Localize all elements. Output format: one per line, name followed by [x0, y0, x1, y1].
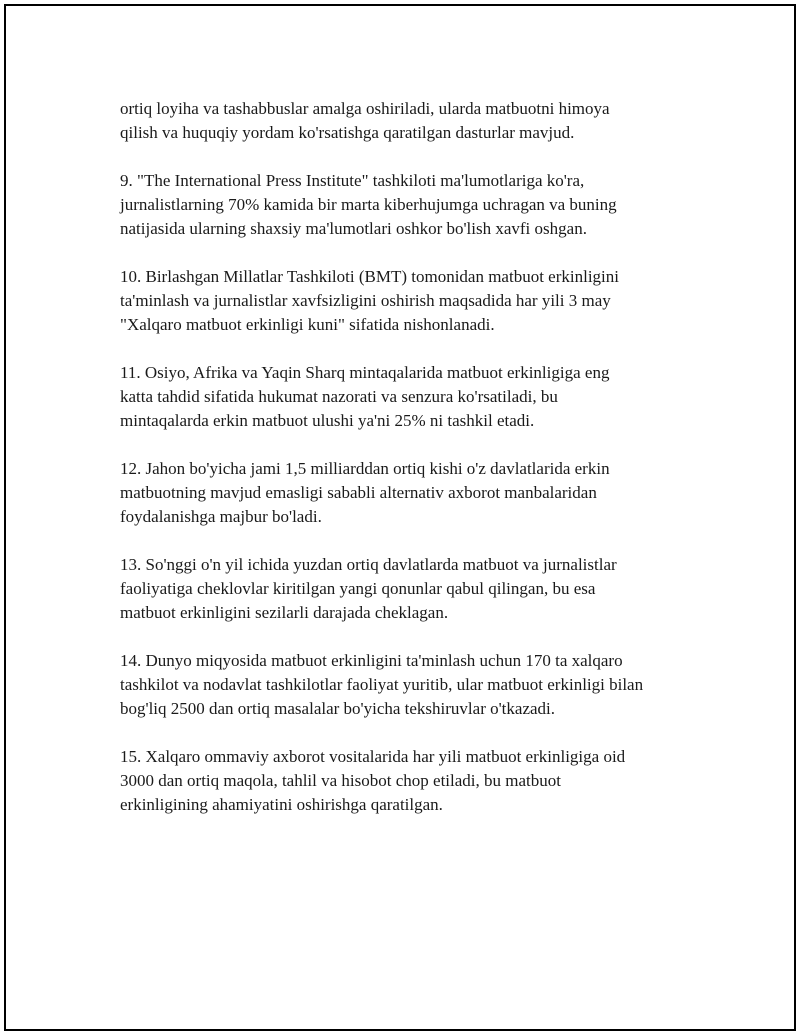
paragraph-item-14: 14. Dunyo miqyosida matbuot erkinligini ta'minlash uchun 170 ta xalqaro tashkilot va nodavlat tashkilotlar faoliyat yuritib, ular matbuot erkinligi bilan bog'liq 2500 dan ortiq masalalar bo'yicha tekshiruvlar o'tkazadi. — [120, 651, 644, 718]
paragraph-item-12: 12. Jahon bo'yicha jami 1,5 milliarddan ortiq kishi o'z davlatlarida erkin matbuotning mavjud emasligi sababli alternativ axborot manbalaridan foydalanishga majbur bo'ladi. — [120, 459, 610, 526]
document-body — [120, 97, 710, 841]
paragraph-item-10: 10. Birlashgan Millatlar Tashkiloti (BMT) tomonidan matbuot erkinligini ta'minlash va jurnalistlar xavfsizligini oshirish maqsadida har yili 3 may "Xalqaro matbuot erkinligi kuni" sifatida nishonlanadi. — [120, 267, 619, 334]
page-frame — [4, 4, 796, 1031]
paragraph-item-13: 13. So'nggi o'n yil ichida yuzdan ortiq davlatlarda matbuot va jurnalistlar faoliyatiga cheklovlar kiritilgan yangi qonunlar qabul qilingan, bu esa matbuot erkinligini sezilarli darajada cheklagan. — [120, 555, 617, 622]
paragraph-item-9: 9. "The International Press Institute" tashkiloti ma'lumotlariga ko'ra, jurnalistlarning 70% kamida bir marta kiberhujumga uchragan va buning natijasida ularning shaxsiy ma'lumotlari oshkor bo'lish xavfi oshgan. — [120, 171, 617, 238]
paragraph-continuation: ortiq loyiha va tashabbuslar amalga oshiriladi, ularda matbuotni himoya qilish va huquqiy yordam ko'rsatishga qaratilgan dasturlar mavjud. — [120, 99, 610, 142]
paragraph-item-15: 15. Xalqaro ommaviy axborot vositalarida har yili matbuot erkinligiga oid 3000 dan ortiq maqola, tahlil va hisobot chop etiladi, bu matbuot erkinligining ahamiyatini oshirishga qaratilgan. — [120, 747, 626, 814]
paragraph-item-11: 11. Osiyo, Afrika va Yaqin Sharq mintaqalarida matbuot erkinligiga eng katta tahdid sifatida hukumat nazorati va senzura ko'rsatiladi, bu mintaqalarda erkin matbuot ulushi ya'ni 25% ni tashkil etadi. — [120, 363, 610, 430]
